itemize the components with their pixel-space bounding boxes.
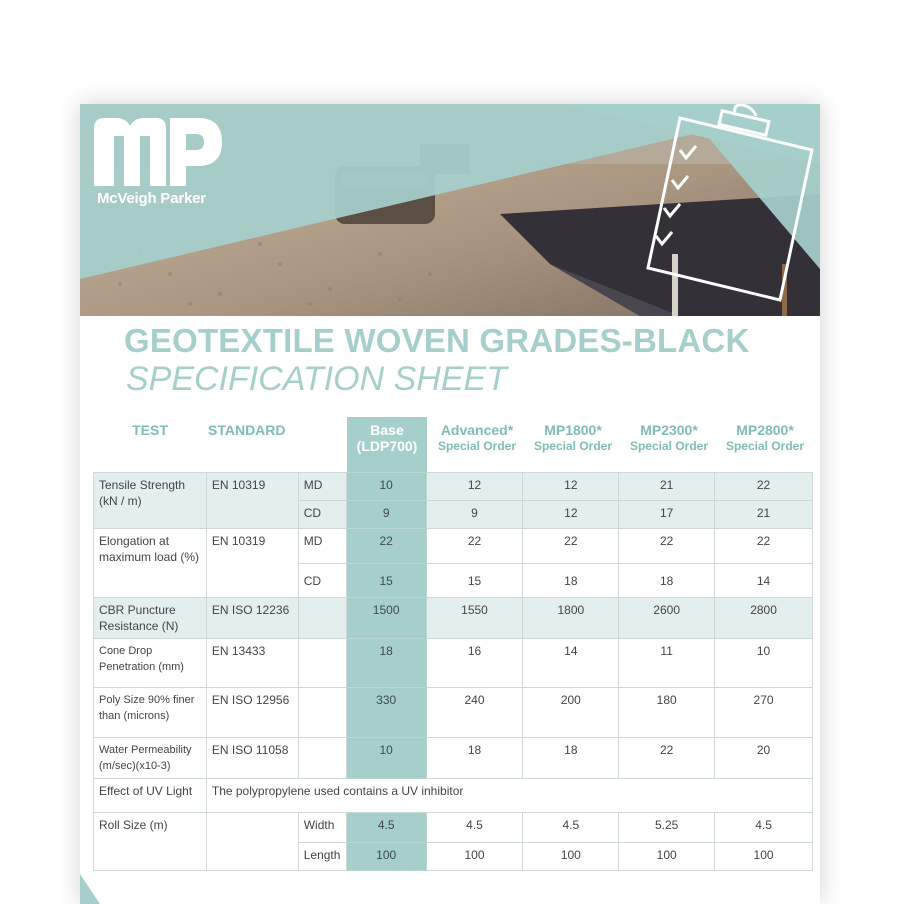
value-mp2800: 4.5 bbox=[715, 813, 813, 843]
value-advanced: 9 bbox=[426, 501, 523, 529]
value-advanced: 18 bbox=[426, 738, 523, 779]
standard-code: EN 10319 bbox=[206, 473, 298, 529]
col-header-base-line2: (LDP700) bbox=[356, 438, 418, 454]
value-base: 10 bbox=[346, 738, 426, 779]
value-base: 9 bbox=[346, 501, 426, 529]
value-base: 4.5 bbox=[346, 813, 426, 843]
value-mp1800: 4.5 bbox=[523, 813, 619, 843]
table-row bbox=[94, 639, 813, 688]
value-mp2300: 21 bbox=[619, 473, 715, 501]
direction-label bbox=[298, 598, 346, 639]
col-header-test bbox=[98, 422, 202, 438]
col-header-base bbox=[347, 422, 427, 454]
test-name: Tensile Strength (kN / m) bbox=[94, 473, 207, 529]
uv-note: The polypropylene used contains a UV inhibitor bbox=[206, 779, 812, 813]
value-mp1800: 12 bbox=[523, 501, 619, 529]
value-advanced: 240 bbox=[426, 688, 523, 738]
col-header-mp2800-line1: MP2800* bbox=[736, 422, 794, 438]
brand-name: McVeigh Parker bbox=[97, 190, 206, 207]
col-header-mp2800 bbox=[718, 422, 812, 454]
direction-label: Width bbox=[298, 813, 346, 843]
value-base: 330 bbox=[346, 688, 426, 738]
col-header-advanced-line2: Special Order bbox=[437, 439, 517, 453]
page-title: GEOTEXTILE WOVEN GRADES-BLACK bbox=[124, 322, 750, 359]
value-mp2300: 17 bbox=[619, 501, 715, 529]
value-mp1800: 200 bbox=[523, 688, 619, 738]
standard-code: EN ISO 12236 bbox=[206, 598, 298, 639]
value-advanced: 100 bbox=[426, 843, 523, 871]
direction-label bbox=[298, 738, 346, 779]
col-header-mp1800-line1: MP1800* bbox=[544, 422, 602, 438]
test-name: Poly Size 90% finer than (microns) bbox=[94, 688, 207, 738]
value-mp1800: 22 bbox=[523, 529, 619, 564]
value-advanced: 4.5 bbox=[426, 813, 523, 843]
value-mp2300: 18 bbox=[619, 564, 715, 598]
value-mp2800: 20 bbox=[715, 738, 813, 779]
value-mp2300: 5.25 bbox=[619, 813, 715, 843]
value-advanced: 16 bbox=[426, 639, 523, 688]
value-advanced: 1550 bbox=[426, 598, 523, 639]
value-mp2300: 100 bbox=[619, 843, 715, 871]
col-header-mp2300-line1: MP2300* bbox=[640, 422, 698, 438]
value-advanced: 12 bbox=[426, 473, 523, 501]
value-mp2800: 270 bbox=[715, 688, 813, 738]
standard-code: EN ISO 11058 bbox=[206, 738, 298, 779]
standard-code: EN ISO 12956 bbox=[206, 688, 298, 738]
value-mp2800: 10 bbox=[715, 639, 813, 688]
mp-logo-icon bbox=[94, 118, 224, 190]
test-name: Elongation at maximum load (%) bbox=[94, 529, 207, 598]
col-header-base-line1: Base bbox=[370, 422, 404, 438]
direction-label: MD bbox=[298, 529, 346, 564]
table-row bbox=[94, 688, 813, 738]
value-mp1800: 18 bbox=[523, 738, 619, 779]
value-mp1800: 18 bbox=[523, 564, 619, 598]
direction-label: MD bbox=[298, 473, 346, 501]
test-name: Cone Drop Penetration (mm) bbox=[94, 639, 207, 688]
page-subtitle: SPECIFICATION SHEET bbox=[126, 360, 507, 398]
table-row bbox=[94, 813, 813, 843]
direction-label: Length bbox=[298, 843, 346, 871]
value-mp2800: 14 bbox=[715, 564, 813, 598]
col-header-standard bbox=[208, 422, 298, 438]
spec-sheet bbox=[80, 104, 820, 904]
value-mp1800: 1800 bbox=[523, 598, 619, 639]
col-header-test-label: TEST bbox=[132, 422, 168, 438]
col-header-standard-label: STANDARD bbox=[208, 422, 286, 438]
value-mp2300: 22 bbox=[619, 529, 715, 564]
value-mp2300: 22 bbox=[619, 738, 715, 779]
value-base: 22 bbox=[346, 529, 426, 564]
value-mp2300: 11 bbox=[619, 639, 715, 688]
standard-code bbox=[206, 813, 298, 871]
value-mp2300: 2600 bbox=[619, 598, 715, 639]
col-header-mp1800-line2: Special Order bbox=[533, 439, 613, 453]
value-advanced: 22 bbox=[426, 529, 523, 564]
table-row bbox=[94, 473, 813, 501]
col-header-mp2300-line2: Special Order bbox=[629, 439, 709, 453]
direction-label: CD bbox=[298, 501, 346, 529]
value-mp1800: 12 bbox=[523, 473, 619, 501]
value-mp2300: 180 bbox=[619, 688, 715, 738]
test-name: CBR Puncture Resistance (N) bbox=[94, 598, 207, 639]
direction-label bbox=[298, 639, 346, 688]
value-base: 1500 bbox=[346, 598, 426, 639]
test-name: Roll Size (m) bbox=[94, 813, 207, 871]
col-header-mp2300 bbox=[622, 422, 716, 454]
table-row bbox=[94, 529, 813, 564]
value-mp1800: 100 bbox=[523, 843, 619, 871]
table-row bbox=[94, 738, 813, 779]
value-base: 18 bbox=[346, 639, 426, 688]
value-mp2800: 21 bbox=[715, 501, 813, 529]
test-name: Effect of UV Light bbox=[94, 779, 207, 813]
col-header-mp2800-line2: Special Order bbox=[725, 439, 805, 453]
value-mp2800: 100 bbox=[715, 843, 813, 871]
table-row bbox=[94, 598, 813, 639]
table-row bbox=[94, 779, 813, 813]
direction-label: CD bbox=[298, 564, 346, 598]
value-advanced: 15 bbox=[426, 564, 523, 598]
col-header-advanced bbox=[430, 422, 524, 454]
value-base: 15 bbox=[346, 564, 426, 598]
value-mp2800: 22 bbox=[715, 529, 813, 564]
standard-code: EN 10319 bbox=[206, 529, 298, 598]
value-base: 10 bbox=[346, 473, 426, 501]
col-header-mp1800 bbox=[526, 422, 620, 454]
standard-code: EN 13433 bbox=[206, 639, 298, 688]
specification-table bbox=[93, 472, 813, 871]
value-mp2800: 22 bbox=[715, 473, 813, 501]
value-base: 100 bbox=[346, 843, 426, 871]
test-name: Water Permeability (m/sec)(x10-3) bbox=[94, 738, 207, 779]
value-mp2800: 2800 bbox=[715, 598, 813, 639]
value-mp1800: 14 bbox=[523, 639, 619, 688]
direction-label bbox=[298, 688, 346, 738]
col-header-advanced-line1: Advanced* bbox=[440, 422, 514, 438]
